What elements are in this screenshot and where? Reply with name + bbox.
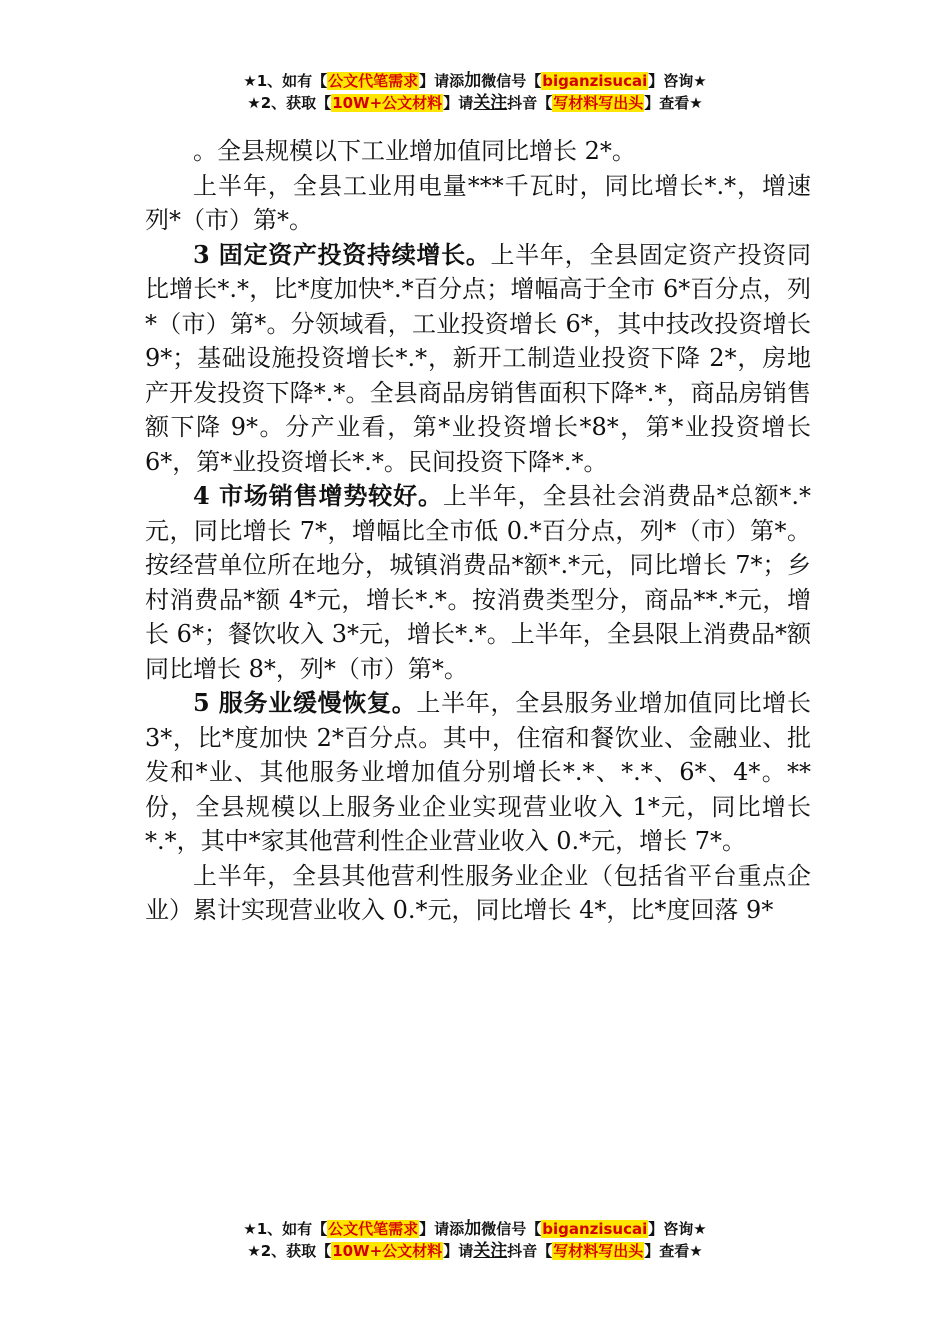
- section-heading: 3 固定资产投资持续增长。: [193, 239, 491, 269]
- paragraph-services: [145, 686, 811, 859]
- banner-emphasis: 关注: [473, 93, 508, 113]
- banner-line-2: [0, 1240, 950, 1262]
- highlight-wechat-id: biganzisucai: [542, 1220, 648, 1238]
- highlight-materials: 10W+公文材料: [332, 1242, 443, 1260]
- paragraph-market-sales: [145, 479, 811, 686]
- banner-text: 】请添: [419, 1220, 465, 1238]
- banner-text: ★2、获取【: [247, 1242, 332, 1260]
- banner-text: 】咨询★: [648, 1220, 707, 1238]
- paragraph-industry-scale: 。全县规模以下工业增加值同比增长 2*。: [193, 137, 636, 165]
- banner-line-2: [0, 92, 950, 114]
- banner-text: 抖音【: [507, 94, 553, 112]
- banner-emphasis: 关注: [473, 1241, 508, 1261]
- banner-text: 微信号【: [481, 72, 542, 90]
- highlight-douyin-account: 写材料写出头: [553, 1242, 644, 1260]
- highlight-service: 公文代笔需求: [328, 72, 419, 90]
- highlight-douyin-account: 写材料写出头: [553, 94, 644, 112]
- banner-text: 】查看★: [644, 1242, 703, 1260]
- banner-text: 】请: [443, 1242, 474, 1260]
- banner-line-1: [0, 1218, 950, 1240]
- banner-emphasis: 加: [464, 1219, 482, 1239]
- document-body: [145, 134, 811, 928]
- highlight-service: 公文代笔需求: [328, 1220, 419, 1238]
- banner-text: ★2、获取【: [247, 94, 332, 112]
- section-body: 上半年，全县服务业增加值同比增长 3*，比*度加快 2*百分点。其中，住宿和餐饮业、金融业、批发和*业、其他服务业增加值分别增长*.*、*.*、6*、4*。**份，全县规模以上服务业企业实现营业收入 1*元，同比增长*.*，其中*家其他营利性企业营业收入 0.*元，增长 7*。: [145, 689, 811, 855]
- banner-text: 抖音【: [507, 1242, 553, 1260]
- banner-text: 】查看★: [644, 94, 703, 112]
- section-heading: 5 服务业缓慢恢复。: [193, 688, 417, 717]
- banner-text: 】请: [443, 94, 474, 112]
- banner-text: 】请添: [419, 72, 465, 90]
- paragraph-other-services: 上半年，全县其他营利性服务业企业（包括省平台重点企业）累计实现营业收入 0.*元，同比增长 4*，比*度回落 9*: [145, 861, 811, 924]
- section-body: 上半年，全县固定资产投资同比增长*.*，比*度加快*.*百分点；增幅高于全市 6*百分点，列*（市）第*。分领域看，工业投资增长 6*，其中技改投资增长 9*；基础设施投资增长*.*，新开工制造业投资下降 2*，房地产开发投资下降*.*。全县商品房销售面积下降*.*，商品房销售额下降 9*。分产业看，第*业投资增长*8*，第*业投资增长 6*，第*业投资增长*.*。民间投资下降*.*。: [145, 240, 811, 476]
- paragraph-electricity: 上半年，全县工业用电量***千瓦时，同比增长*.*，增速列*（市）第*。: [145, 171, 811, 234]
- banner-text: ★1、如有【: [243, 72, 328, 90]
- section-body: 上半年，全县社会消费品*总额*.*元，同比增长 7*，增幅比全市低 0.*百分点，列*（市）第*。按经营单位所在地分，城镇消费品*额*.*元，同比增长 7*；乡村消费品*额 4*元，增长*.*。按消费类型分，商品**.*元，增长 6*；餐饮收入 3*元，增长*.*。上半年，全县限上消费品*额同比增长 8*，列*（市）第*。: [145, 482, 811, 683]
- banner-text: 】咨询★: [648, 72, 707, 90]
- footer-banner: [0, 1218, 950, 1262]
- header-banner: [0, 70, 950, 114]
- section-heading: 4 市场销售增势较好。: [193, 481, 443, 510]
- banner-text: 微信号【: [481, 1220, 542, 1238]
- banner-text: ★1、如有【: [243, 1220, 328, 1238]
- highlight-materials: 10W+公文材料: [332, 94, 443, 112]
- banner-emphasis: 加: [464, 71, 482, 91]
- highlight-wechat-id: biganzisucai: [542, 72, 648, 90]
- banner-line-1: [0, 70, 950, 92]
- paragraph-fixed-investment: [145, 238, 811, 480]
